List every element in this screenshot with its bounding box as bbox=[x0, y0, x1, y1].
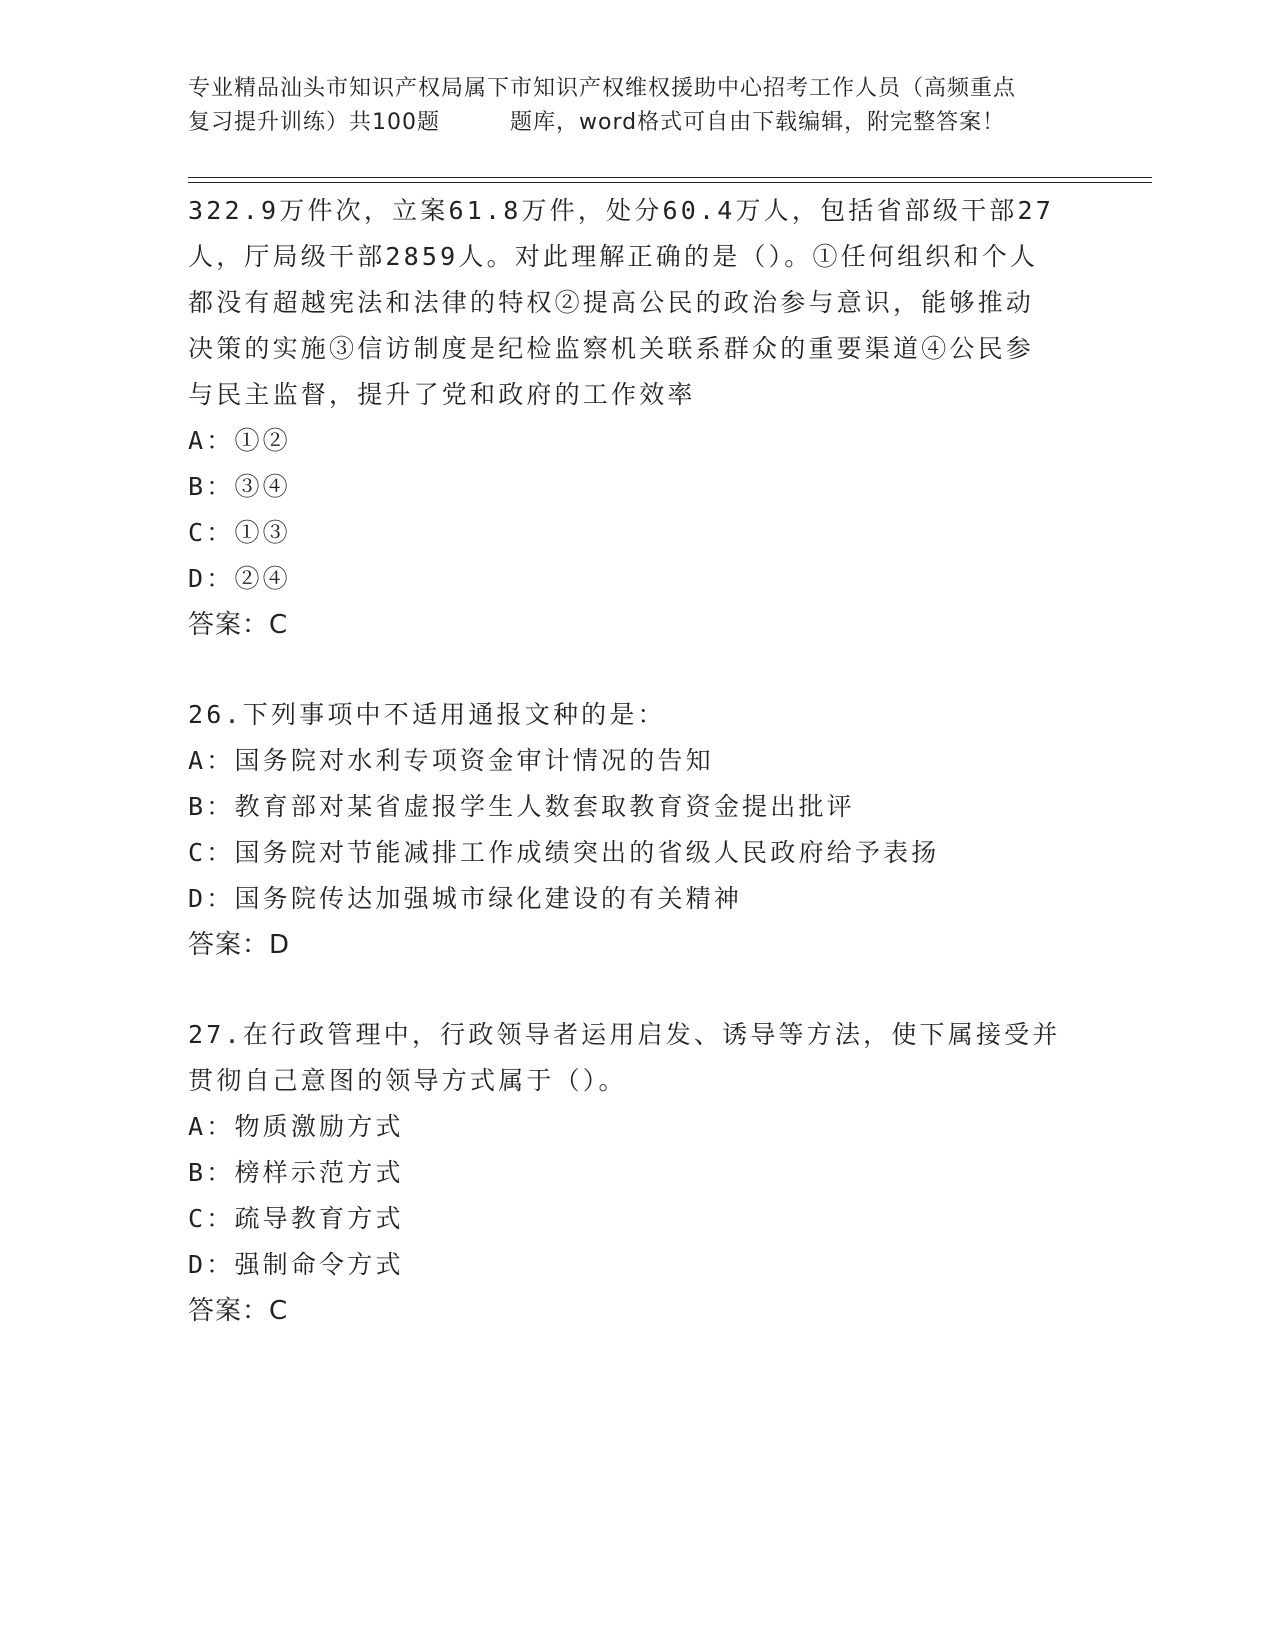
question-text-line: 决策的实施③信访制度是纪检监察机关联系群众的重要渠道④公民参 bbox=[188, 334, 1035, 363]
question-25 bbox=[188, 188, 1088, 648]
option-b: B：教育部对某省虚报学生人数套取教育资金提出批评 bbox=[188, 792, 855, 821]
answer-label: 答案：C bbox=[188, 1296, 289, 1326]
question-text-line: 26.下列事项中不适用通报文种的是： bbox=[188, 700, 666, 729]
option-a: A：物质激励方式 bbox=[188, 1112, 404, 1141]
header-title-part-right: 题库，word格式可自由下载编辑，附完整答案！ bbox=[510, 110, 1006, 135]
question-text-line: 都没有超越宪法和法律的特权②提高公民的政治参与意识，能够推动 bbox=[188, 288, 1035, 317]
answer-label: 答案：D bbox=[188, 930, 291, 960]
question-27 bbox=[188, 1012, 1088, 1334]
header-title-part-left: 复习提升训练）共100题 bbox=[188, 110, 440, 135]
answer-label: 答案：C bbox=[188, 610, 289, 640]
option-b: B：③④ bbox=[188, 472, 291, 501]
header-divider-top bbox=[188, 177, 1152, 178]
header-title-line-1: 专业精品汕头市知识产权局属下市知识产权维权援助中心招考工作人员（高频重点 bbox=[188, 76, 1017, 101]
question-text-line: 与民主监督，提升了党和政府的工作效率 bbox=[188, 380, 696, 409]
option-d: D：②④ bbox=[188, 564, 291, 593]
page-header bbox=[188, 72, 1088, 140]
question-text-line: 人，厅局级干部2859人。对此理解正确的是（）。①任何组织和个人 bbox=[188, 242, 1039, 271]
question-text-line: 27.在行政管理中，行政领导者运用启发、诱导等方法，使下属接受并 bbox=[188, 1020, 1061, 1049]
option-a: A：①② bbox=[188, 426, 291, 455]
header-divider-bottom bbox=[188, 182, 1152, 183]
question-content bbox=[188, 188, 1088, 1334]
option-d: D：国务院传达加强城市绿化建设的有关精神 bbox=[188, 884, 743, 913]
option-a: A：国务院对水利专项资金审计情况的告知 bbox=[188, 746, 714, 775]
option-c: C：①③ bbox=[188, 518, 291, 547]
question-text-line: 贯彻自己意图的领导方式属于（）。 bbox=[188, 1066, 627, 1095]
question-26 bbox=[188, 692, 1088, 968]
question-text-line: 322.9万件次，立案61.8万件，处分60.4万人，包括省部级干部27 bbox=[188, 196, 1054, 225]
header-title-line-2 bbox=[188, 106, 1088, 140]
option-b: B：榜样示范方式 bbox=[188, 1158, 404, 1187]
option-c: C：国务院对节能减排工作成绩突出的省级人民政府给予表扬 bbox=[188, 838, 940, 867]
option-c: C：疏导教育方式 bbox=[188, 1204, 404, 1233]
option-d: D：强制命令方式 bbox=[188, 1250, 404, 1279]
